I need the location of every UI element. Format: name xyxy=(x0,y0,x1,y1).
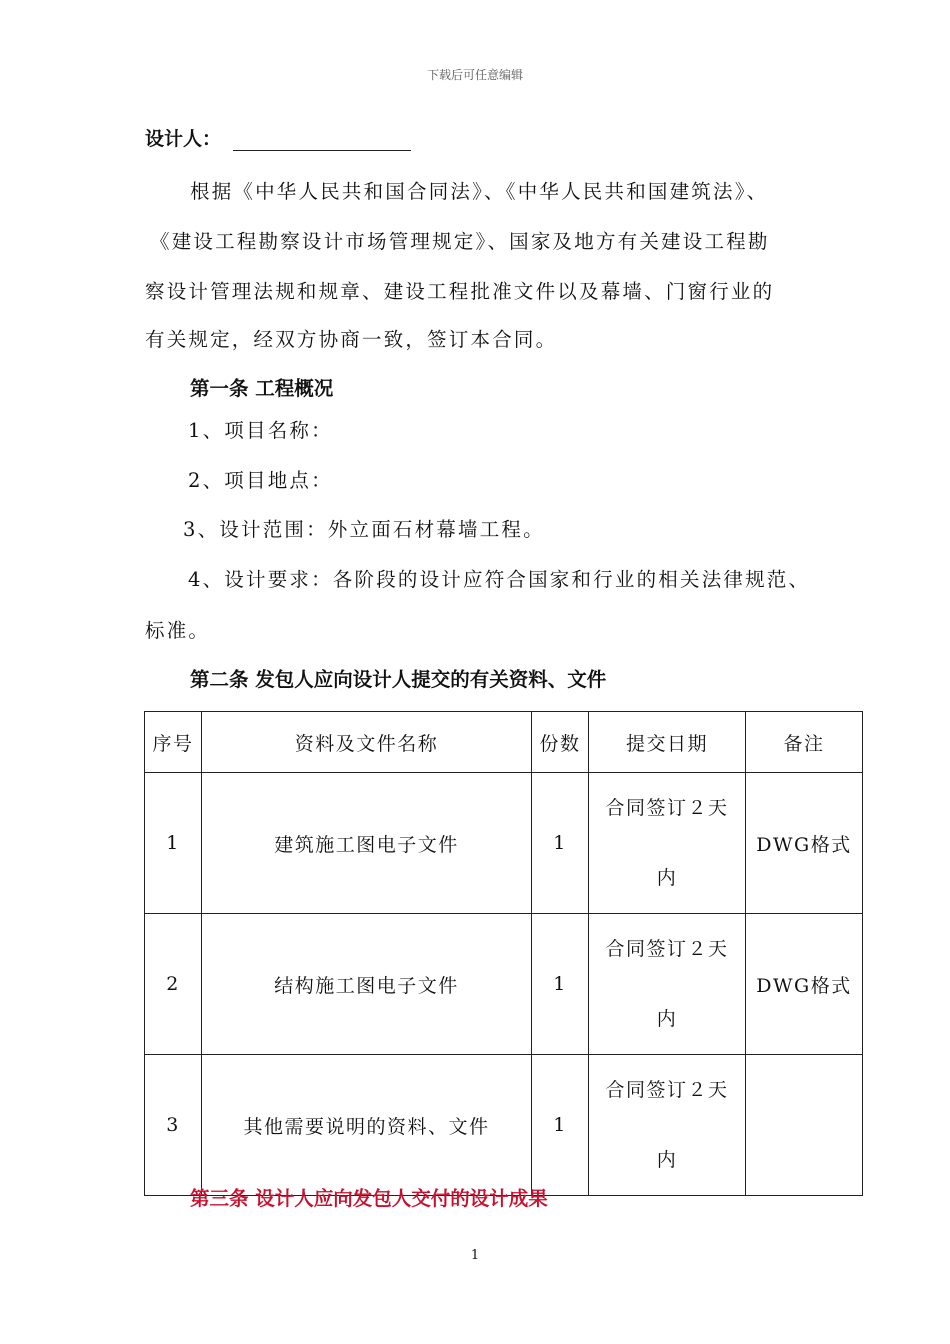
designer-field xyxy=(145,124,411,151)
cell-date-line-1: 合同签订２天 xyxy=(605,1079,729,1101)
intro-line-2: 《建设工程勘察设计市场管理规定》、国家及地方有关建设工程勘 xyxy=(150,230,770,253)
cell-date-line-1: 合同签订２天 xyxy=(605,797,729,819)
col-header-name: 资料及文件名称 xyxy=(202,712,532,773)
col-header-copies: 份数 xyxy=(532,712,589,773)
article-1-item-1: 1、项目名称： xyxy=(188,419,333,442)
cell-date xyxy=(589,914,746,1055)
designer-blank-line xyxy=(233,128,411,151)
cell-note: DWG格式 xyxy=(746,773,863,914)
cell-no: 1 xyxy=(145,773,202,914)
documents-table xyxy=(144,711,863,1196)
cell-date-line-2: 内 xyxy=(656,867,678,889)
cell-no: 2 xyxy=(145,914,202,1055)
cell-copies: 1 xyxy=(532,773,589,914)
article-1-item-4: 4、设计要求：各阶段的设计应符合国家和行业的相关法律规范、 xyxy=(188,568,811,591)
cell-no: 3 xyxy=(145,1055,202,1196)
page-number: 1 xyxy=(470,1248,480,1263)
intro-line-3: 察设计管理法规和规章、建设工程批准文件以及幕墙、门窗行业的 xyxy=(145,280,775,303)
article-1-title: 第一条 工程概况 xyxy=(190,377,334,400)
col-header-no: 序号 xyxy=(145,712,202,773)
col-header-date: 提交日期 xyxy=(589,712,746,773)
col-header-note: 备注 xyxy=(746,712,863,773)
article-1-item-2: 2、项目地点： xyxy=(188,469,333,492)
table-header-row xyxy=(145,712,863,773)
table-row xyxy=(145,773,863,914)
table-row xyxy=(145,914,863,1055)
cell-copies: 1 xyxy=(532,914,589,1055)
cell-date xyxy=(589,773,746,914)
cell-name: 结构施工图电子文件 xyxy=(202,914,532,1055)
cell-name: 建筑施工图电子文件 xyxy=(202,773,532,914)
table-row xyxy=(145,1055,863,1196)
cell-date-line-1: 合同签订２天 xyxy=(605,938,729,960)
article-1-item-3: 3、设计范围：外立面石材幕墙工程。 xyxy=(183,518,545,541)
article-1-item-4-continued: 标准。 xyxy=(145,619,211,642)
cell-date-line-2: 内 xyxy=(656,1149,678,1171)
cell-date-line-2: 内 xyxy=(656,1008,678,1030)
cell-name: 其他需要说明的资料、文件 xyxy=(202,1055,532,1196)
page-header: 下载后可任意编辑 xyxy=(426,68,523,82)
cell-date xyxy=(589,1055,746,1196)
cell-note: DWG格式 xyxy=(746,914,863,1055)
designer-label: 设计人： xyxy=(145,128,222,150)
article-3-title: 第三条 设计人应向发包人交付的设计成果 xyxy=(190,1187,548,1210)
article-2-title: 第二条 发包人应向设计人提交的有关资料、文件 xyxy=(190,668,607,691)
intro-line-4: 有关规定，经双方协商一致，签订本合同。 xyxy=(145,328,558,351)
cell-copies: 1 xyxy=(532,1055,589,1196)
cell-note xyxy=(746,1055,863,1196)
intro-line-1: 根据《中华人民共和国合同法》、《中华人民共和国建筑法》、 xyxy=(190,180,769,203)
